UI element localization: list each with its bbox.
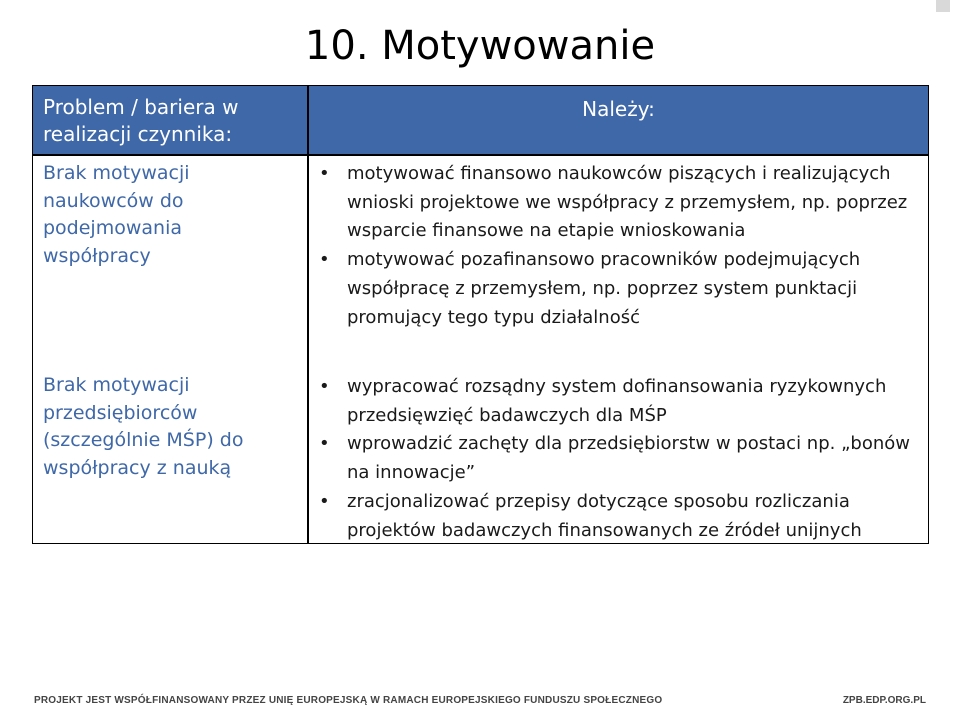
bullet-icon: •: [319, 163, 330, 184]
slide-title: 10. Motywowanie: [304, 23, 656, 69]
table-header-left-text: Problem / bariera w realizacji czynnika:: [43, 95, 239, 146]
bullet-icon: •: [319, 249, 330, 271]
footer-funding-note: PROJEKT JEST WSPÓŁFINANSOWANY PRZEZ UNIĘ EUROPEJSKĄ W RAMACH EUROPEJSKIEGO FUNDUSZU SPOŁECZNEGO: [34, 695, 663, 706]
bullet-icon: •: [319, 433, 330, 455]
actions-list-1: [309, 160, 920, 332]
table-header-right-text: Należy:: [582, 97, 655, 121]
problem-cell-2: Brak motywacji przedsiębiorców (szczególnie MŚP) do współpracy z nauką: [43, 374, 244, 479]
action-text: zracjonalizować przepisy dotyczące sposobu rozliczania projektów badawczych finansowanych ze źródeł unijnych: [347, 490, 862, 541]
action-text: motywować finansowo naukowców piszących i realizujących wnioski projektowe we współpracy z przemysłem, np. poprzez wsparcie finansowe na etapie wnioskowania: [347, 163, 908, 242]
action-item: [309, 373, 920, 430]
footer-website: ZPB.EDP.ORG.PL: [842, 695, 926, 706]
header-divider: [33, 154, 928, 156]
bullet-icon: •: [319, 490, 330, 512]
problem-cell-1: Brak motywacji naukowców do podejmowania współpracy: [43, 162, 190, 267]
table-header-right: [309, 86, 928, 154]
action-text: wprowadzić zachęty dla przedsiębiorstw w postaci np. „bonów na innowacje”: [347, 433, 910, 484]
table-header-left: [33, 86, 307, 154]
actions-list-2: [309, 373, 920, 545]
corner-mark: [936, 0, 950, 12]
action-item: [309, 430, 920, 487]
action-text: wypracować rozsądny system dofinansowania ryzykownych przedsięwzięć badawczych dla MŚP: [347, 376, 887, 426]
action-item: [309, 246, 920, 332]
action-item: [309, 488, 920, 545]
motivation-table: [32, 85, 929, 544]
bullet-icon: •: [319, 376, 330, 397]
action-text: motywować pozafinansowo pracowników podejmujących współpracę z przemysłem, np. poprzez system punktacji promujący tego typu działalność: [347, 249, 861, 328]
action-item: [309, 160, 920, 246]
